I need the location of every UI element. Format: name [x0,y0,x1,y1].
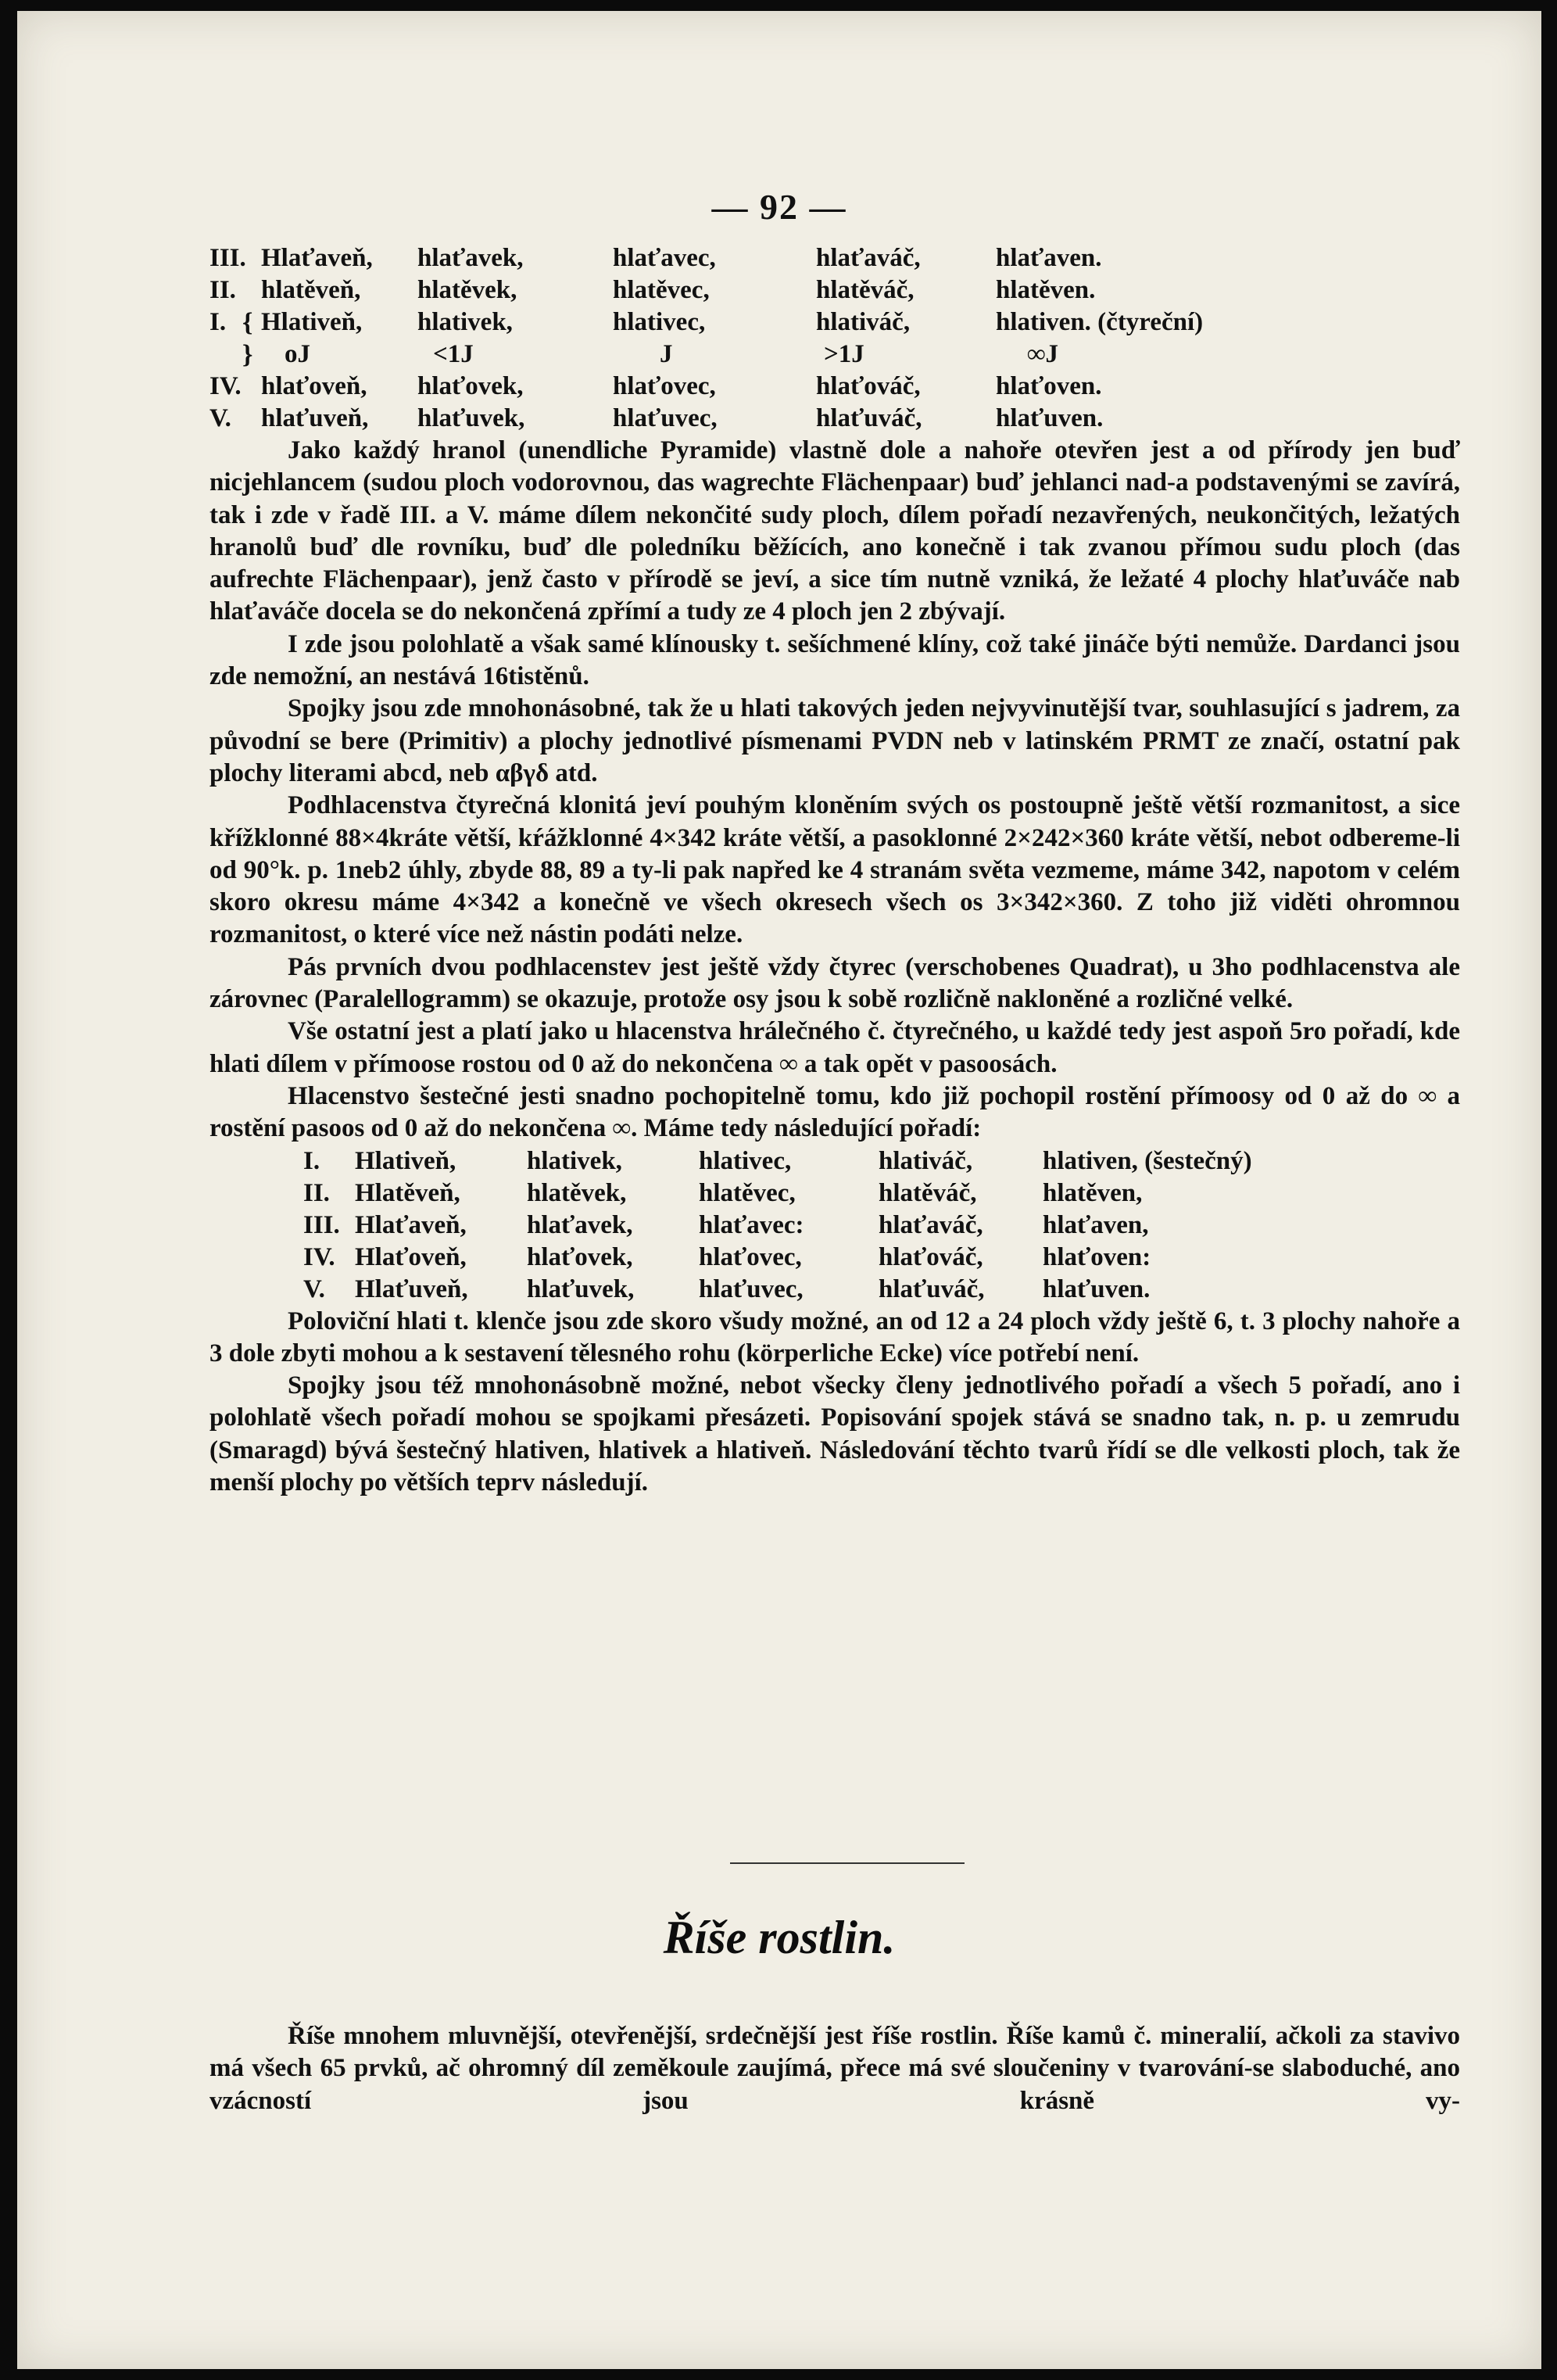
main-text [209,242,1460,1499]
form-e: hlativen. (čtyreční) [996,308,1204,336]
form-c: hlaťuvec, [699,1274,804,1303]
paragraph: Pás prvních dvou podhlacenstev jest ještě vždy čtyrec (verschobenes Quadrat), u 3ho podhlacenstva ale zárovnec (Paralellogramm) se okazuje, protože osy jsou k sobě rozličně nakloněné a rozličné velké. [209,952,1460,1014]
row-numeral: III. [303,1210,340,1239]
form-e: hlaťoven: [1043,1242,1151,1271]
row-numeral [209,339,242,371]
symbol-a: oJ [285,340,310,368]
row-numeral: I. [209,308,227,336]
form-b: hlaťavek, [417,244,524,272]
form-c: hlaťovec, [613,372,716,400]
form-e: hlaťoven. [996,372,1102,400]
table-row-symbols [209,339,1460,371]
form-e: hlaťuven. [996,404,1104,432]
form-b: hlaťovek, [527,1242,633,1271]
row-numeral: III. [209,244,246,272]
page-number: — 92 — [711,187,847,227]
form-c: hlativec, [613,308,706,336]
row-numeral: I. [303,1146,320,1175]
symbol-e: ∞J [1027,340,1059,368]
form-d: hlativáč, [879,1146,973,1175]
table-row [209,1242,1460,1274]
brace-bottom: } [242,340,253,369]
form-a: Hlativeň, [355,1146,456,1175]
table-row [209,1274,1460,1306]
row-numeral: V. [303,1274,325,1303]
form-e: hlaťaven, [1043,1210,1149,1239]
form-c: hlaťavec, [613,244,716,272]
form-a: Hlaťaveň, [261,244,373,272]
form-b: hlaťavek, [527,1210,633,1239]
form-d: hlaťaváč, [816,244,921,272]
form-a: Hlativeň, [261,308,363,336]
paragraph: Říše mnohem mluvnější, otevřenější, srdečnější jest říše rostlin. Říše kamů č. mineralií, ačkoli za stavivo má všech 65 prvků, ač ohromný díl zeměkoule zaujímá, přece má své sloučeniny v tvarování-se slaboduché, ano vzácností jsou krásně vy- [209,2022,1460,2115]
form-b: hlativek, [527,1146,622,1175]
form-a: Hlaťaveň, [355,1210,467,1239]
form-b: hlaťuvek, [527,1274,635,1303]
form-c: hlaťavec: [699,1210,804,1239]
table-row [209,403,1460,435]
form-d: hlativáč, [816,308,911,336]
form-b: hlativek, [417,308,513,336]
form-c: hlaťovec, [699,1242,802,1271]
paragraph: Jako každý hranol (unendliche Pyramide) vlastně dole a nahoře otevřen jest a od přírody jen buď nicjehlancem (sudou ploch vodorovnou, das wagrechte Flächenpaar) buď jehlanci nad-a podstavenými se zavírá, tak i zde v řadě III. a V. máme dílem nekončité sudy ploch, dílem pořadí nezavřených, neukončitých, ležatých hranolů buď dle rovníku, buď dle poledníku běžících, ano konečně i tak zvanou přímou sudu ploch (das aufrechte Flächenpaar), jenž často v přírodě se jeví, a sice tím nutně vzniká, že ležaté 4 plochy hlaťuváče nab hlaťaváče docela se do nekončená zpřímí a tudy ze 4 ploch jen 2 zbývají. [209,436,1460,626]
form-d: hlatěváč, [816,276,915,304]
symbol-c: J [660,340,673,368]
table-row [209,274,1460,306]
paragraph: Vše ostatní jest a platí jako u hlacenstva hrálečného č. čtyrečného, u každé tedy jest aspoň 5ro pořadí, kde hlati dílem v přímoose rostou od 0 až do nekončena ∞ a tak opět v pasoosách. [209,1017,1460,1078]
paragraph: I zde jsou polohlatě a však samé klínousky t. sešíchmené klíny, což také jináče býti nemůže. Dardanci jsou zde nemožní, an nestává 16tistěnů. [209,629,1460,691]
form-a: Hlaťoveň, [355,1242,467,1271]
table-row [209,371,1460,403]
form-e: hlaťuven. [1043,1274,1151,1303]
form-a: hlatěveň, [261,276,361,304]
table-row [209,242,1460,274]
paragraph: Hlacenstvo šestečné jesti snadno pochopitelně tomu, kdo již pochopil rostění přímoosy od 0 až do ∞ a rostění pasoos od 0 až do nekončena ∞. Máme tedy následující pořadí: [209,1081,1460,1143]
paragraph: Spojky jsou zde mnohonásobné, tak že u hlati takových jeden nejvyvinutější tvar, souhlasující s jadrem, za původní se bere (Primitiv) a plochy jednotlivé písmenami PVDN neb v latinském PRMT ze značí, ostatní pak plochy literami abcd, neb αβγδ atd. [209,694,1460,787]
form-a: hlaťuveň, [261,404,369,432]
form-d: hlaťaváč, [879,1210,983,1239]
form-d: hlatěváč, [879,1178,977,1207]
paragraph: Podhlacenstva čtyrečná klonitá jeví pouhým kloněním svých os postoupně ještě větší rozmanitost, a sice křížklonné 88×4kráte větší, kŕážklonné 4×342 kráte větší, a pasoklonné 2×242×360 kráte větší, nebot odbereme-li od 90°k. p. 1neb2 úhly, zbyde 88, 89 a ty-li pak napřed ke 4 stranám světa vezmeme, máme 342, napotom v celém skoro okresu máme 4×342 a konečně ve všech okresech všech os 3×342×360. Z toho již viděti ohromnou rozmanitost, o které více než nástin podáti nelze. [209,791,1460,949]
form-d: hlaťuváč, [816,404,922,432]
section-divider [730,1862,965,1864]
table-row [209,306,1460,339]
section-text [209,2020,1460,2117]
form-d: hlaťuváč, [879,1274,985,1303]
form-c: hlaťuvec, [613,404,718,432]
symbol-d: >1J [824,340,864,368]
form-b: hlatěvek, [527,1178,627,1207]
form-c: hlatěvec, [613,276,710,304]
form-b: hlaťuvek, [417,404,525,432]
row-numeral: V. [209,404,231,432]
form-e: hlaťaven. [996,244,1102,272]
row-numeral: II. [209,276,236,304]
form-e: hlatěven. [996,276,1096,304]
form-e: hlativen, (šestečný) [1043,1146,1252,1175]
row-numeral: IV. [209,372,242,400]
form-e: hlatěven, [1043,1178,1143,1207]
form-d: hlaťováč, [816,372,921,400]
table-row [209,1177,1460,1210]
paragraph: Spojky jsou též mnohonásobně možné, nebot všecky členy jednotlivého pořadí a všech 5 pořadí, ano i polohlatě všech pořadí mohou se spojkami přesázeti. Popisování spojek stává se snadno tak, n. p. u zemrudu (Smaragd) bývá šestečný hlativen, hlativek a hlativeň. Následování těchto tvarů řídí se dle velkosti ploch, tak že menší plochy po větších teprv následují. [209,1371,1460,1497]
form-a: Hlatěveň, [355,1178,460,1207]
form-b: hlaťovek, [417,372,524,400]
form-c: hlativec, [699,1146,792,1175]
section-heading: Říše rostlin. [663,1912,896,1963]
table-row [209,1210,1460,1242]
row-numeral: II. [303,1178,330,1207]
paragraph: Poloviční hlati t. klenče jsou zde skoro všudy možné, an od 12 a 24 ploch vždy ještě 6, t. 3 plochy nahoře a 3 dole zbyti mohou a k sestavení tělesného rohu (körperliche Ecke) více potřebí není. [209,1306,1460,1367]
brace-top: { [242,308,253,337]
form-c: hlatěvec, [699,1178,796,1207]
form-b: hlatěvek, [417,276,517,304]
table-row [209,1145,1460,1177]
symbol-b: <1J [433,340,474,368]
form-a: Hlaťuveň, [355,1274,468,1303]
form-d: hlaťováč, [879,1242,983,1271]
form-a: hlaťoveň, [261,372,367,400]
page [17,11,1541,2369]
row-numeral: IV. [303,1242,335,1271]
